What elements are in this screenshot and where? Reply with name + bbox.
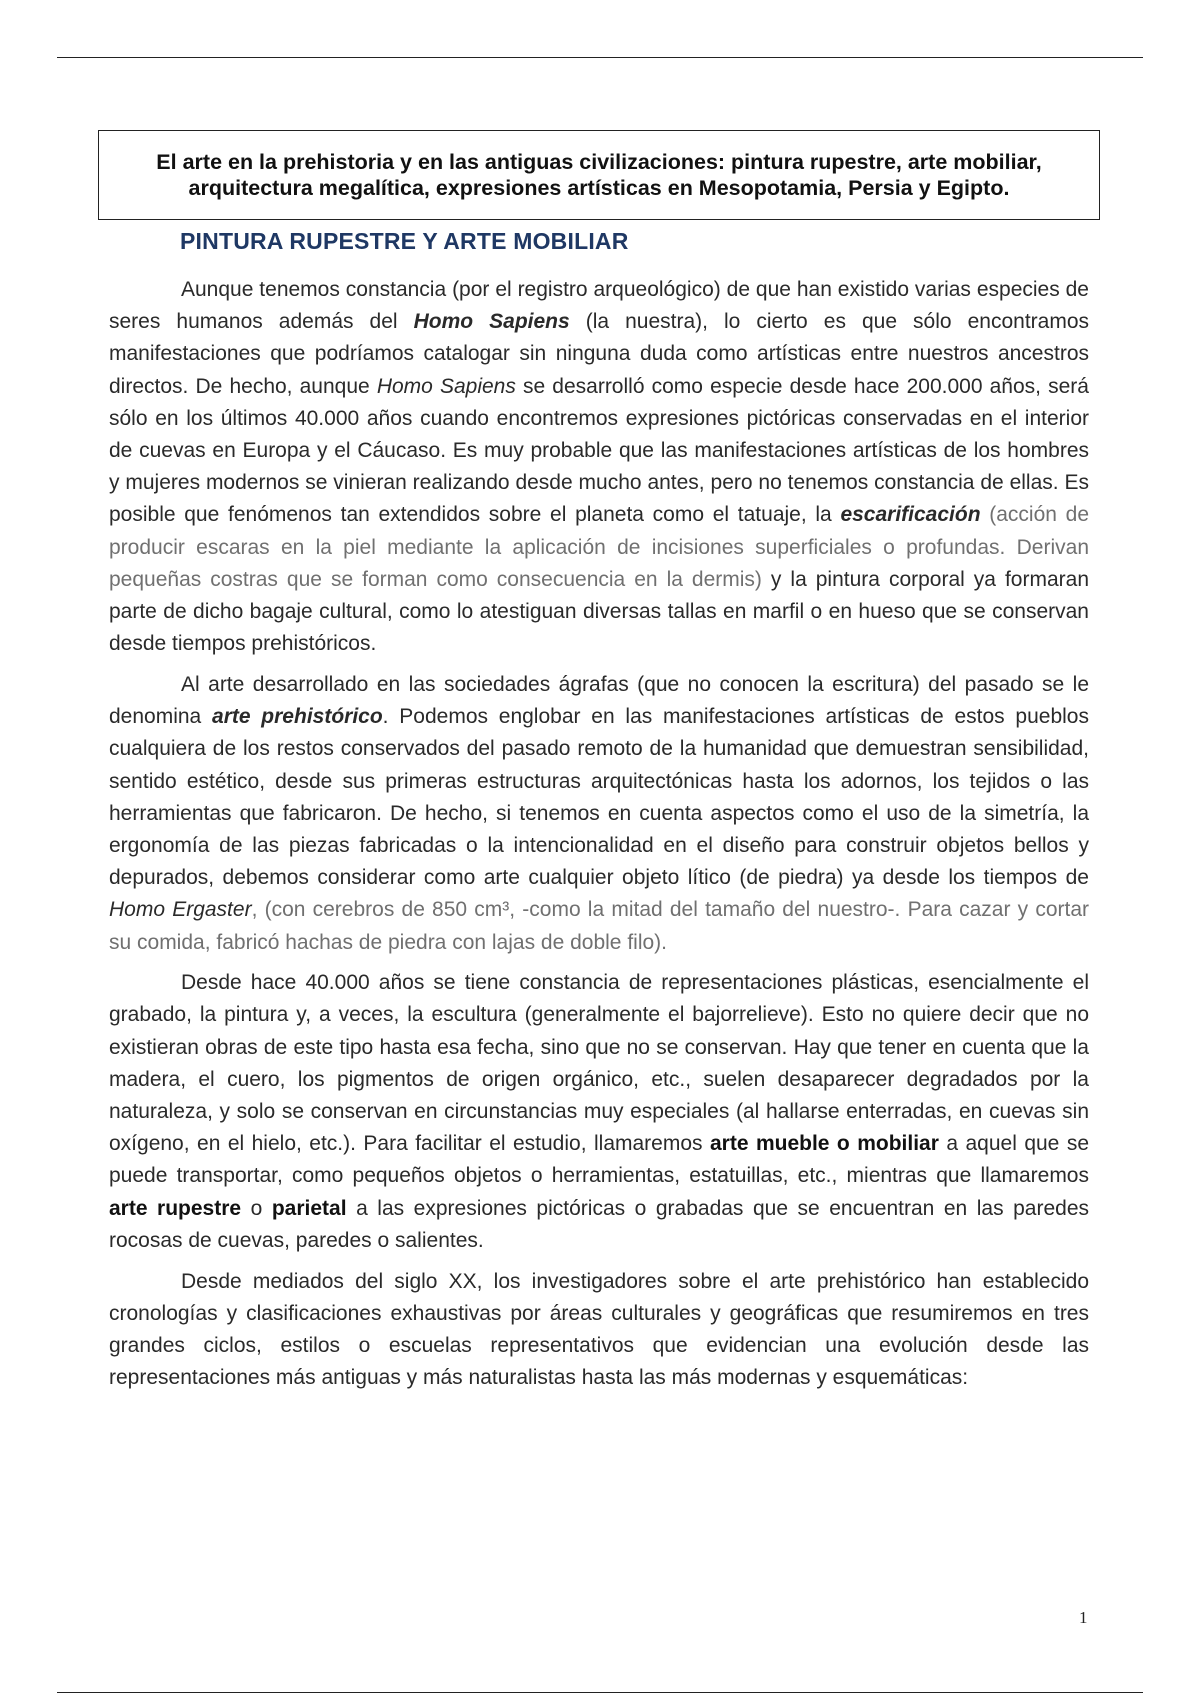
title-box xyxy=(98,130,1100,220)
text-run: Desde hace 40.000 años se tiene constancia de representaciones plásticas, esencialmente el grabado, la pintura y, a veces, la escultura (generalmente el bajorrelieve). Esto no quiere decir que no existieran obras de este tipo hasta esa fecha, sino que no se conservan. Hay que tener en cuenta que la madera, el cuero, los pigmentos de origen orgánico, etc., suelen desaparecer degradados por la naturaleza, y solo se conservan en circunstancias muy especiales (al hallarse enterradas, en cuevas sin oxígeno, en el hielo, etc.). Para facilitar el estudio, llamaremos xyxy=(109,971,1089,1156)
text-run: a aquel que se puede transportar, como pequeños objetos o herramientas, estatuillas, etc., mientras que llamaremos xyxy=(109,1132,1089,1188)
paragraph-2 xyxy=(109,669,1089,959)
text-run: (la nuestra), lo cierto es que sólo encontramos manifestaciones que podríamos catalogar sin ninguna duda como artísticas entre nuestros ancestros directos. De hecho, aunque xyxy=(109,310,1090,398)
bold-term: arte mueble o mobiliar xyxy=(709,1132,939,1156)
text-run: se desarrolló como especie desde hace 200.000 años, será sólo en los últimos 40.000 años cuando encontremos expresiones pictóricas conservadas en el interior de cuevas en Europa y el Cáucaso. Es muy probable que las manifestaciones artísticas de los hombres y mujeres modernos se vinieran realizando desde mucho antes, pero no tenemos constancia de ellas. Es posible que fenómenos tan extendidos sobre el planeta como el tatuaje, la xyxy=(109,374,1089,527)
bold-italic-term: arte prehistórico xyxy=(212,705,383,729)
italic-term: Homo Sapiens xyxy=(376,374,516,398)
header-rule xyxy=(57,57,1143,58)
bold-term: parietal xyxy=(271,1196,347,1220)
gray-definition: , (con cerebros de 850 cm³, -como la mitad del tamaño del nuestro-. Para cazar y cortar su comida, fabricó hachas de piedra con lajas de doble filo). xyxy=(109,898,1090,954)
text-run: y la pintura corporal ya formaran parte de dicho bagaje cultural, como lo atestiguan diversas tallas en marfil o en hueso que se conservan desde tiempos prehistóricos. xyxy=(109,567,1089,656)
paragraph-3 xyxy=(109,967,1089,1257)
page-number: 1 xyxy=(1079,1608,1088,1627)
document-title: El arte en la prehistoria y en las antiguas civilizaciones: pintura rupestre, arte mobiliar, arquitectura megalítica, expresiones artísticas en Mesopotamia, Persia y Egipto. xyxy=(156,150,1042,200)
text-run: a las expresiones pictóricas o grabadas que se encuentran en las paredes rocosas de cuevas, paredes o salientes. xyxy=(109,1196,1090,1252)
bold-italic-term: Homo Sapiens xyxy=(413,310,570,334)
text-run: . Podemos englobar en las manifestaciones artísticas de estos pueblos cualquiera de los restos conservados del pasado remoto de la humanidad que demuestran sensibilidad, sentido estético, desde sus primeras estructuras arquitectónicas hasta los adornos, los tejidos o las herramientas que fabricaron. De hecho, si tenemos en cuenta aspectos como el uso de la simetría, la ergonomía de las piezas fabricadas o la intencionalidad en el diseño para construir objetos bellos y depurados, debemos considerar como arte cualquier objeto lítico (de piedra) ya desde los tiempos de xyxy=(109,705,1089,890)
bold-term: arte rupestre xyxy=(109,1196,242,1220)
text-run: o xyxy=(241,1196,272,1220)
gray-definition: (acción de producir escaras en la piel mediante la aplicación de incisiones superficiales o profundas. Derivan pequeñas costras que se forman como consecuencia en la dermis) xyxy=(109,503,1089,591)
body-text xyxy=(109,274,1089,1403)
text-run: Desde mediados del siglo XX, los investigadores sobre el arte prehistórico han establecido cronologías y clasificaciones exhaustivas por áreas culturales y geográficas que resumiremos en tres grandes ciclos, estilos o escuelas representativos que evidencian una evolución desde las representaciones más antiguas y más naturalistas hasta las más modernas y esquemáticas: xyxy=(109,1269,1089,1390)
text-run: Al arte desarrollado en las sociedades ágrafas (que no conocen la escritura) del pasado se le denomina xyxy=(109,672,1089,729)
footer-rule xyxy=(57,1692,1143,1693)
bold-italic-term: escarificación xyxy=(840,503,981,527)
italic-term: Homo Ergaster xyxy=(109,898,252,922)
text-run: Aunque tenemos constancia (por el registro arqueológico) de que han existido varias especies de seres humanos además del xyxy=(109,278,1089,334)
section-heading: PINTURA RUPESTRE Y ARTE MOBILIAR xyxy=(180,228,629,254)
paragraph-1 xyxy=(109,274,1089,660)
paragraph-4 xyxy=(109,1266,1089,1395)
